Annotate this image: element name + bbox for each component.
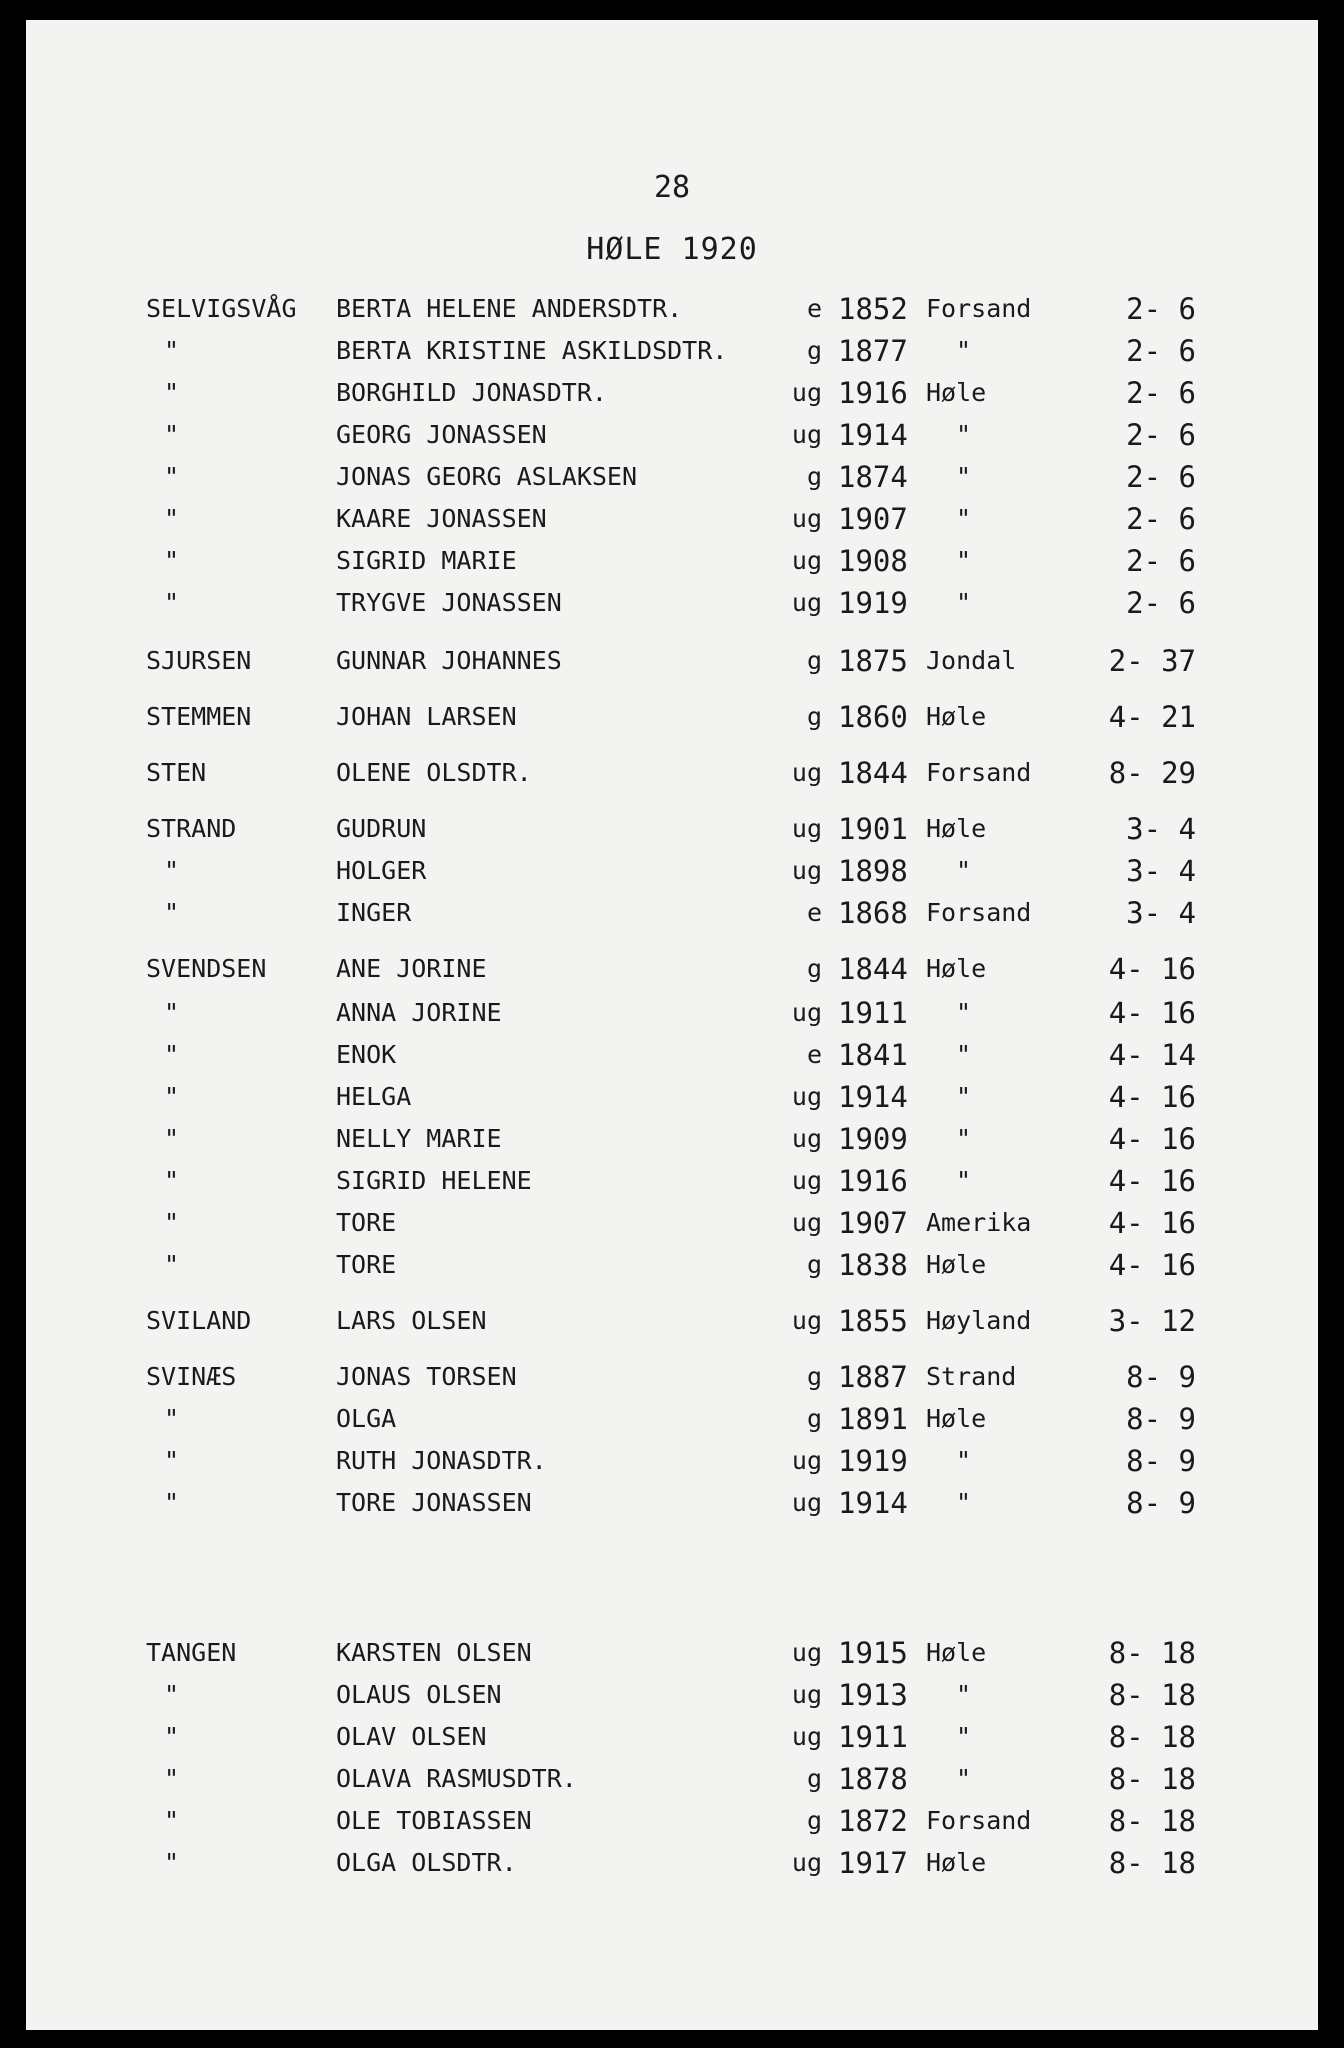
page-title: HØLE 1920 <box>586 232 758 267</box>
surname-cell: " <box>164 588 180 617</box>
given-name-cell: OLAV OLSEN <box>336 1722 487 1751</box>
reference-cell: 8- 18 <box>1108 1804 1196 1838</box>
birthplace-cell: " <box>956 1124 972 1153</box>
given-name-cell: ANE JORINE <box>336 954 487 983</box>
birthplace-cell: " <box>956 1166 972 1195</box>
marital-status-cell: g <box>806 954 822 983</box>
marital-status-cell: g <box>806 336 822 365</box>
surname-cell: " <box>164 998 180 1027</box>
birth-year-cell: 1868 <box>838 896 908 930</box>
marital-status-cell: ug <box>791 1446 822 1475</box>
reference-cell: 2- 37 <box>1108 644 1196 678</box>
birth-year-cell: 1898 <box>838 854 908 888</box>
marital-status-cell: ug <box>791 1638 822 1667</box>
birth-year-cell: 1914 <box>838 1486 908 1520</box>
reference-cell: 8- 18 <box>1108 1762 1196 1796</box>
reference-cell: 4- 21 <box>1108 700 1196 734</box>
reference-cell: 2- 6 <box>1126 418 1196 452</box>
birthplace-cell: Høle <box>926 378 987 407</box>
reference-cell: 4- 16 <box>1108 996 1196 1030</box>
birthplace-cell: " <box>956 588 972 617</box>
register-row <box>26 1164 1318 1198</box>
marital-status-cell: g <box>806 1404 822 1433</box>
marital-status-cell: e <box>806 294 822 323</box>
surname-cell: SVENDSEN <box>146 954 267 983</box>
marital-status-cell: ug <box>791 1722 822 1751</box>
surname-cell: " <box>164 504 180 533</box>
given-name-cell: JONAS TORSEN <box>336 1362 517 1391</box>
birthplace-cell: " <box>956 1488 972 1517</box>
birth-year-cell: 1909 <box>838 1122 908 1156</box>
marital-status-cell: g <box>806 646 822 675</box>
birthplace-cell: " <box>956 1764 972 1793</box>
marital-status-cell: ug <box>791 1208 822 1237</box>
reference-cell: 8- 9 <box>1126 1360 1196 1394</box>
birthplace-cell: Høle <box>926 1250 987 1279</box>
surname-cell: TANGEN <box>146 1638 237 1667</box>
reference-cell: 4- 16 <box>1108 1164 1196 1198</box>
surname-cell: STEMMEN <box>146 702 252 731</box>
given-name-cell: KARSTEN OLSEN <box>336 1638 532 1667</box>
given-name-cell: RUTH JONASDTR. <box>336 1446 547 1475</box>
register-row <box>26 1636 1318 1670</box>
given-name-cell: ANNA JORINE <box>336 998 502 1027</box>
surname-cell: " <box>164 1722 180 1751</box>
birth-year-cell: 1875 <box>838 644 908 678</box>
marital-status-cell: ug <box>791 998 822 1027</box>
given-name-cell: TORE <box>336 1250 397 1279</box>
register-row <box>26 1444 1318 1478</box>
given-name-cell: TRYGVE JONASSEN <box>336 588 562 617</box>
given-name-cell: HELGA <box>336 1082 412 1111</box>
document-page <box>26 20 1318 2030</box>
register-row <box>26 376 1318 410</box>
register-row <box>26 1678 1318 1712</box>
reference-cell: 2- 6 <box>1126 292 1196 326</box>
reference-cell: 3- 4 <box>1126 896 1196 930</box>
given-name-cell: OLGA <box>336 1404 397 1433</box>
birth-year-cell: 1844 <box>838 756 908 790</box>
marital-status-cell: ug <box>791 1124 822 1153</box>
register-row <box>26 1762 1318 1796</box>
surname-cell: " <box>164 1404 180 1433</box>
register-row <box>26 1122 1318 1156</box>
birthplace-cell: Høle <box>926 1404 987 1433</box>
given-name-cell: OLAUS OLSEN <box>336 1680 502 1709</box>
surname-cell: STRAND <box>146 814 237 843</box>
marital-status-cell: e <box>806 898 822 927</box>
surname-cell: " <box>164 898 180 927</box>
surname-cell: " <box>164 1848 180 1877</box>
marital-status-cell: g <box>806 1806 822 1835</box>
register-row <box>26 292 1318 326</box>
birth-year-cell: 1878 <box>838 1762 908 1796</box>
birthplace-cell: Høle <box>926 1848 987 1877</box>
surname-cell: " <box>164 378 180 407</box>
reference-cell: 2- 6 <box>1126 544 1196 578</box>
register-row <box>26 1206 1318 1240</box>
birthplace-cell: Høle <box>926 702 987 731</box>
birth-year-cell: 1908 <box>838 544 908 578</box>
birthplace-cell: " <box>956 336 972 365</box>
given-name-cell: SIGRID MARIE <box>336 546 517 575</box>
register-row <box>26 418 1318 452</box>
register-row <box>26 586 1318 620</box>
birth-year-cell: 1887 <box>838 1360 908 1394</box>
birthplace-cell: " <box>956 546 972 575</box>
marital-status-cell: ug <box>791 814 822 843</box>
birth-year-cell: 1872 <box>838 1804 908 1838</box>
reference-cell: 2- 6 <box>1126 334 1196 368</box>
birthplace-cell: " <box>956 856 972 885</box>
given-name-cell: GUNNAR JOHANNES <box>336 646 562 675</box>
register-row <box>26 460 1318 494</box>
reference-cell: 2- 6 <box>1126 502 1196 536</box>
register-row <box>26 1080 1318 1114</box>
surname-cell: SVILAND <box>146 1306 252 1335</box>
register-row <box>26 996 1318 1030</box>
register-row <box>26 756 1318 790</box>
given-name-cell: OLAVA RASMUSDTR. <box>336 1764 577 1793</box>
reference-cell: 8- 18 <box>1108 1636 1196 1670</box>
surname-cell: " <box>164 1488 180 1517</box>
birthplace-cell: Forsand <box>926 294 1032 323</box>
given-name-cell: JONAS GEORG ASLAKSEN <box>336 462 638 491</box>
birthplace-cell: Forsand <box>926 758 1032 787</box>
birth-year-cell: 1844 <box>838 952 908 986</box>
register-row <box>26 1304 1318 1338</box>
register-row <box>26 1402 1318 1436</box>
birthplace-cell: Forsand <box>926 898 1032 927</box>
reference-cell: 2- 6 <box>1126 376 1196 410</box>
reference-cell: 3- 12 <box>1108 1304 1196 1338</box>
birth-year-cell: 1838 <box>838 1248 908 1282</box>
birthplace-cell: " <box>956 462 972 491</box>
surname-cell: " <box>164 1680 180 1709</box>
birthplace-cell: Strand <box>926 1362 1017 1391</box>
birth-year-cell: 1841 <box>838 1038 908 1072</box>
reference-cell: 4- 16 <box>1108 1206 1196 1240</box>
birth-year-cell: 1874 <box>838 460 908 494</box>
surname-cell: " <box>164 1124 180 1153</box>
birthplace-cell: " <box>956 1040 972 1069</box>
birth-year-cell: 1914 <box>838 1080 908 1114</box>
reference-cell: 8- 18 <box>1108 1846 1196 1880</box>
register-row <box>26 1846 1318 1880</box>
marital-status-cell: ug <box>791 1082 822 1111</box>
surname-cell: " <box>164 1208 180 1237</box>
marital-status-cell: ug <box>791 758 822 787</box>
birth-year-cell: 1919 <box>838 586 908 620</box>
register-row <box>26 334 1318 368</box>
given-name-cell: OLENE OLSDTR. <box>336 758 532 787</box>
register-row <box>26 544 1318 578</box>
birthplace-cell: " <box>956 504 972 533</box>
marital-status-cell: ug <box>791 1306 822 1335</box>
birth-year-cell: 1907 <box>838 502 908 536</box>
given-name-cell: BERTA KRISTINE ASKILDSDTR. <box>336 336 728 365</box>
given-name-cell: ENOK <box>336 1040 397 1069</box>
register-row <box>26 1360 1318 1394</box>
birth-year-cell: 1919 <box>838 1444 908 1478</box>
given-name-cell: BORGHILD JONASDTR. <box>336 378 607 407</box>
birthplace-cell: " <box>956 1722 972 1751</box>
marital-status-cell: g <box>806 462 822 491</box>
given-name-cell: OLE TOBIASSEN <box>336 1806 532 1835</box>
birth-year-cell: 1916 <box>838 376 908 410</box>
register-row <box>26 1248 1318 1282</box>
surname-cell: " <box>164 462 180 491</box>
given-name-cell: KAARE JONASSEN <box>336 504 547 533</box>
birth-year-cell: 1852 <box>838 292 908 326</box>
register-row <box>26 644 1318 678</box>
reference-cell: 4- 16 <box>1108 1248 1196 1282</box>
birthplace-cell: " <box>956 1082 972 1111</box>
surname-cell: SELVIGSVÅG <box>146 294 297 323</box>
reference-cell: 2- 6 <box>1126 460 1196 494</box>
register-row <box>26 1720 1318 1754</box>
reference-cell: 3- 4 <box>1126 812 1196 846</box>
marital-status-cell: g <box>806 1764 822 1793</box>
birth-year-cell: 1877 <box>838 334 908 368</box>
register-row <box>26 896 1318 930</box>
surname-cell: " <box>164 856 180 885</box>
reference-cell: 4- 16 <box>1108 1080 1196 1114</box>
surname-cell: " <box>164 1082 180 1111</box>
marital-status-cell: ug <box>791 856 822 885</box>
birthplace-cell: Høle <box>926 954 987 983</box>
given-name-cell: OLGA OLSDTR. <box>336 1848 517 1877</box>
marital-status-cell: ug <box>791 504 822 533</box>
reference-cell: 8- 18 <box>1108 1720 1196 1754</box>
birthplace-cell: Høle <box>926 814 987 843</box>
surname-cell: SJURSEN <box>146 646 252 675</box>
register-row <box>26 700 1318 734</box>
given-name-cell: JOHAN LARSEN <box>336 702 517 731</box>
reference-cell: 8- 18 <box>1108 1678 1196 1712</box>
register-row <box>26 1486 1318 1520</box>
marital-status-cell: g <box>806 702 822 731</box>
register-list <box>26 20 1318 2030</box>
birthplace-cell: " <box>956 420 972 449</box>
marital-status-cell: g <box>806 1362 822 1391</box>
surname-cell: " <box>164 1040 180 1069</box>
birthplace-cell: " <box>956 1446 972 1475</box>
birth-year-cell: 1901 <box>838 812 908 846</box>
surname-cell: " <box>164 1250 180 1279</box>
reference-cell: 4- 16 <box>1108 1122 1196 1156</box>
given-name-cell: INGER <box>336 898 412 927</box>
surname-cell: " <box>164 1166 180 1195</box>
surname-cell: " <box>164 1446 180 1475</box>
register-row <box>26 1804 1318 1838</box>
birthplace-cell: Høyland <box>926 1306 1032 1335</box>
birth-year-cell: 1891 <box>838 1402 908 1436</box>
reference-cell: 4- 14 <box>1108 1038 1196 1072</box>
given-name-cell: TORE <box>336 1208 397 1237</box>
register-row <box>26 952 1318 986</box>
marital-status-cell: ug <box>791 1848 822 1877</box>
reference-cell: 2- 6 <box>1126 586 1196 620</box>
marital-status-cell: e <box>806 1040 822 1069</box>
birthplace-cell: " <box>956 1680 972 1709</box>
marital-status-cell: ug <box>791 1488 822 1517</box>
register-row <box>26 854 1318 888</box>
given-name-cell: NELLY MARIE <box>336 1124 502 1153</box>
marital-status-cell: ug <box>791 1166 822 1195</box>
birthplace-cell: Amerika <box>926 1208 1032 1237</box>
marital-status-cell: ug <box>791 1680 822 1709</box>
page-number: 28 <box>653 170 691 205</box>
surname-cell: " <box>164 1806 180 1835</box>
surname-cell: SVINÆS <box>146 1362 237 1391</box>
birth-year-cell: 1911 <box>838 1720 908 1754</box>
reference-cell: 8- 29 <box>1108 756 1196 790</box>
given-name-cell: TORE JONASSEN <box>336 1488 532 1517</box>
birth-year-cell: 1855 <box>838 1304 908 1338</box>
birth-year-cell: 1916 <box>838 1164 908 1198</box>
reference-cell: 8- 9 <box>1126 1486 1196 1520</box>
birthplace-cell: Forsand <box>926 1806 1032 1835</box>
birthplace-cell: Jondal <box>926 646 1017 675</box>
surname-cell: " <box>164 546 180 575</box>
marital-status-cell: ug <box>791 546 822 575</box>
birth-year-cell: 1911 <box>838 996 908 1030</box>
given-name-cell: GUDRUN <box>336 814 427 843</box>
marital-status-cell: g <box>806 1250 822 1279</box>
reference-cell: 8- 9 <box>1126 1402 1196 1436</box>
surname-cell: " <box>164 1764 180 1793</box>
reference-cell: 4- 16 <box>1108 952 1196 986</box>
birth-year-cell: 1914 <box>838 418 908 452</box>
given-name-cell: LARS OLSEN <box>336 1306 487 1335</box>
reference-cell: 8- 9 <box>1126 1444 1196 1478</box>
marital-status-cell: ug <box>791 378 822 407</box>
birth-year-cell: 1915 <box>838 1636 908 1670</box>
birthplace-cell: Høle <box>926 1638 987 1667</box>
given-name-cell: SIGRID HELENE <box>336 1166 532 1195</box>
given-name-cell: HOLGER <box>336 856 427 885</box>
surname-cell: " <box>164 336 180 365</box>
birth-year-cell: 1913 <box>838 1678 908 1712</box>
register-row <box>26 812 1318 846</box>
surname-cell: " <box>164 420 180 449</box>
register-row <box>26 502 1318 536</box>
surname-cell: STEN <box>146 758 207 787</box>
register-row <box>26 1038 1318 1072</box>
reference-cell: 3- 4 <box>1126 854 1196 888</box>
birth-year-cell: 1860 <box>838 700 908 734</box>
birth-year-cell: 1907 <box>838 1206 908 1240</box>
given-name-cell: GEORG JONASSEN <box>336 420 547 449</box>
marital-status-cell: ug <box>791 420 822 449</box>
marital-status-cell: ug <box>791 588 822 617</box>
birth-year-cell: 1917 <box>838 1846 908 1880</box>
birthplace-cell: " <box>956 998 972 1027</box>
given-name-cell: BERTA HELENE ANDERSDTR. <box>336 294 683 323</box>
